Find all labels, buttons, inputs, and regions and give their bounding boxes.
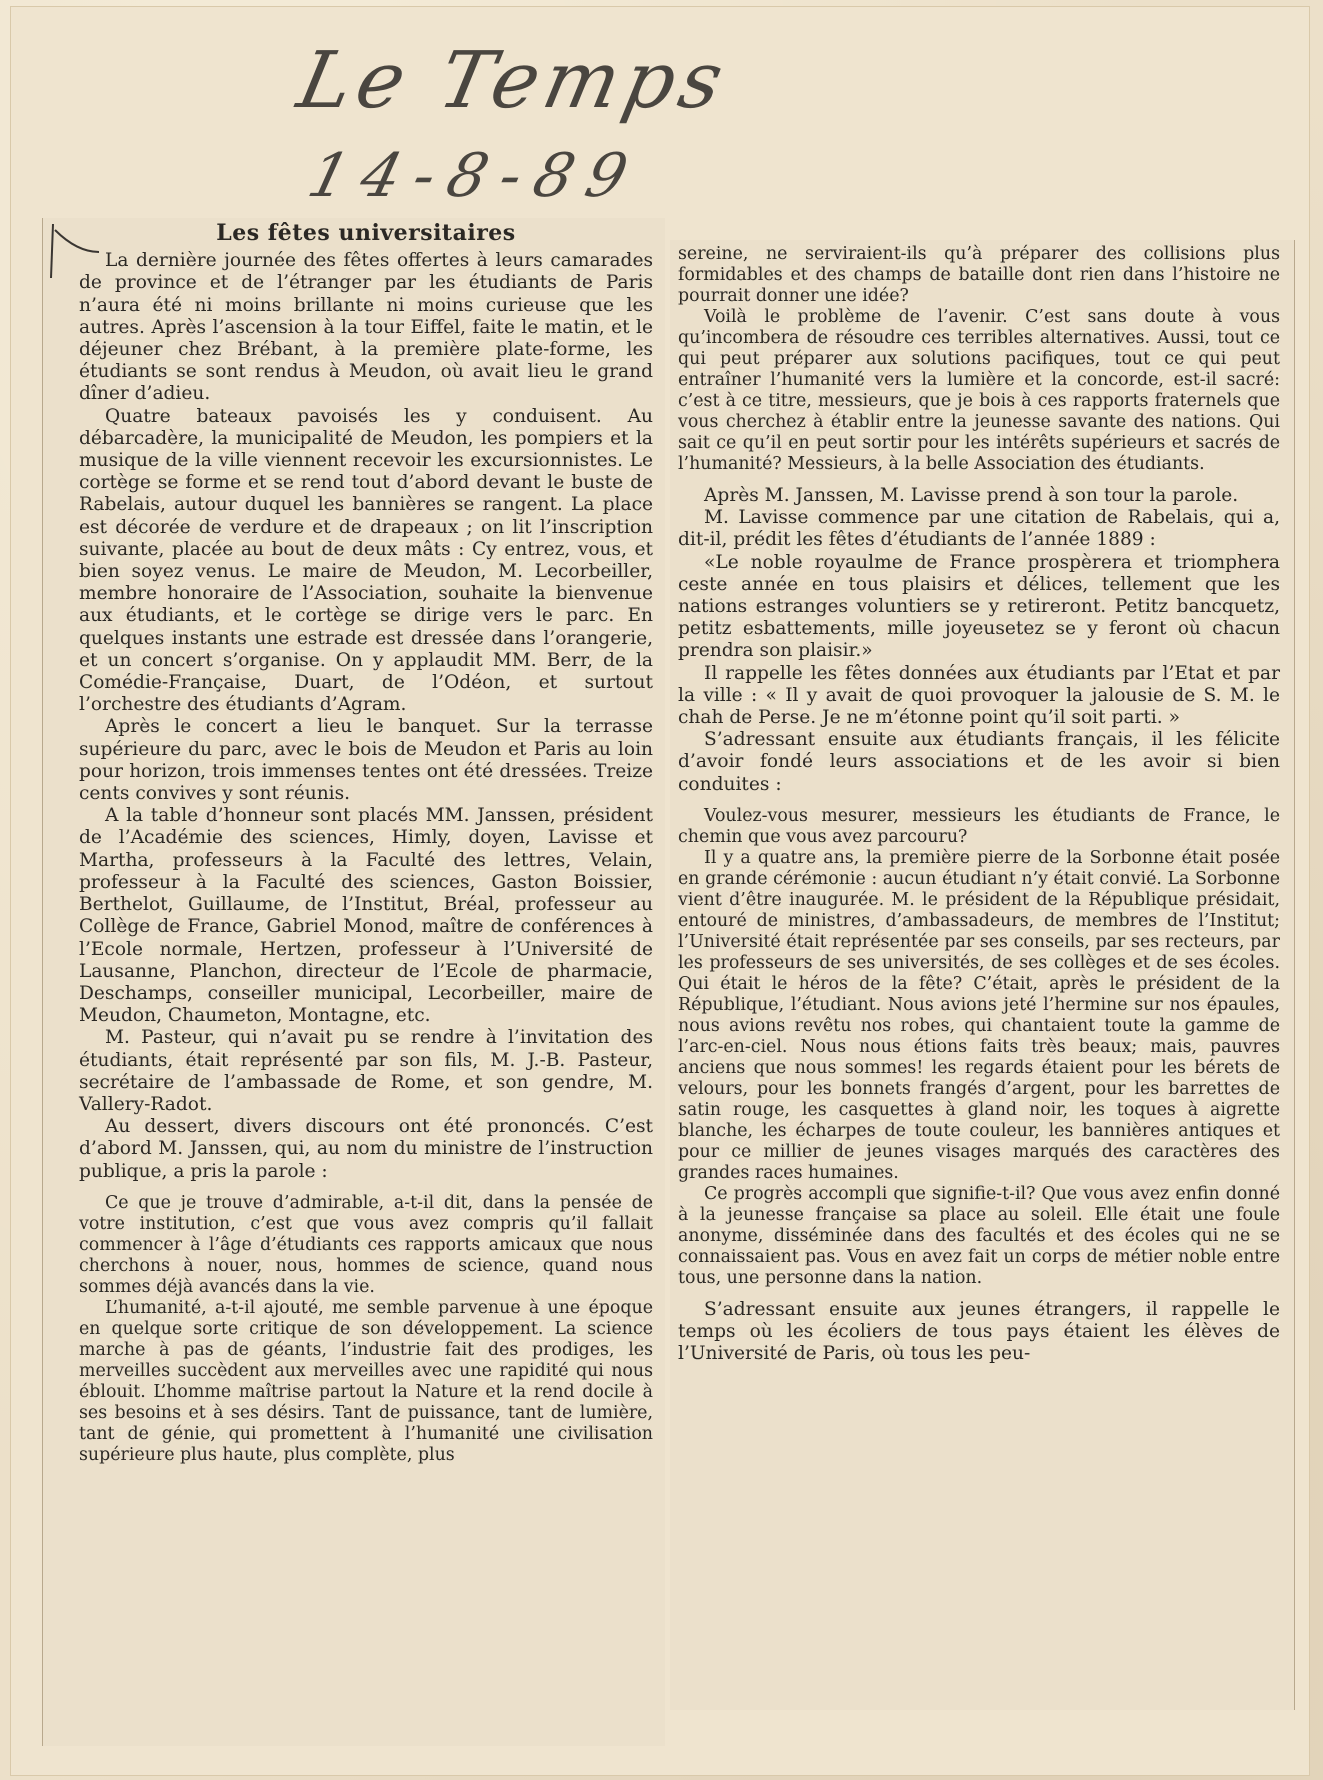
- speech-quote: Voilà le problème de l’avenir. C’est sans doute à vous qu’incombera de résoudre ces terribles alternatives. Aussi, tout ce qui peut préparer aux solutions pacifiques, tout ce qui peut entraîner l’humanité vers la lumière et la concorde, est-il sacré: c’est à ce titre, messieurs, que je bois à ces rapports fraternels que vous cherchez à établir entre la jeunesse savante des nations. Qui sait ce qu’il en peut sortir pour les intérêts supérieurs et sacrés de l’humanité? Messieurs, à la belle Association des étudiants.: [678, 307, 1280, 474]
- clipping-right-column: [670, 240, 1295, 1710]
- speech-quote: Il y a quatre ans, la première pierre de la Sorbonne était posée en grande cérémonie : aucun étudiant n’y était convié. La Sorbonne vient d’être inaugurée. M. le président de la République présidait, entouré de ministres, d’ambassadeurs, de membres de l’Institut; l’Université était représentée par ses conseils, par ses recteurs, par les professeurs de ses universités, de ses collèges et de ses écoles. Qui était le héros de la fête? C’était, après le président de la République, l’étudiant. Nous avions jeté l’hermine sur nos épaules, nous avions revêtu nos robes, qui chantaient toute la gamme de l’arc-en-ciel. Nous nous étions faits très beaux; mais, pauvres anciens que nous sommes! les regards étaient pour les bérets de velours, pour les bonnets frangés d’argent, pour les barrettes de satin rouge, les casquettes à gland noir, les toques à aigrette blanche, les écharpes de toute couleur, les bannières antiques et pour ce millier de jeunes visages marqués des caractères des grandes races humaines.: [678, 847, 1280, 1183]
- article-paragraph: Après M. Janssen, M. Lavisse prend à son tour la parole.: [704, 485, 1239, 506]
- article-paragraph: Après le concert a lieu le banquet. Sur la terrasse supérieure du parc, avec le bois de Meudon et Paris au loin pour horizon, trois immenses tentes ont été dressées. Treize cents convives y sont réunis.: [79, 716, 653, 805]
- handwritten-date: 14-8-89: [301, 141, 649, 211]
- speech-quote: Ce progrès accompli que signifie-t-il? Que vous avez enfin donné à la jeunesse française sa place au soleil. Elle était une foule anonyme, disséminée dans des facultés et des écoles qui ne se connaissaient pas. Vous en avez fait un corps de métier noble entre tous, une personne dans la nation.: [678, 1183, 1280, 1288]
- article-paragraph: S’adressant ensuite aux étudiants français, il les félicite d’avoir fondé leurs associations et de les avoir si bien conduites :: [678, 729, 1280, 795]
- speech-quote: L’humanité, a-t-il ajouté, me semble parvenue à une époque en quelque sorte critique de son développement. La science marche à pas de géants, l’industrie fait des prodiges, les merveilles succèdent aux merveilles avec une rapidité qui nous éblouit. L’homme maîtrise partout la Nature et la rend docile à ses besoins et à ses désirs. Tant de puissance, tant de lumière, tant de génie, qui promettent à l’humanité une civilisation supérieure plus haute, plus complète, plus: [79, 1297, 653, 1465]
- speech-quote: Ce que je trouve d’admirable, a-t-il dit, dans la pensée de votre institution, c’est que vous avez compris qu’il fallait commencer à l’âge d’étudiants ces rapports amicaux que nous cherchons à nouer, nous, hommes de science, quand nous sommes déjà avancés dans la vie.: [79, 1192, 653, 1297]
- pencil-cross-mark: [47, 222, 107, 282]
- article-paragraph: Quatre bateaux pavoisés les y conduisent. Au débarcadère, la municipalité de Meudon, les pompiers et la musique de la ville viennent recevoir les excursionnistes. Le cortège se forme et se rend tout d’abord devant le buste de Rabelais, autour duquel les bannières se rangent. La place est décorée de verdure et de drapeaux ; on lit l’inscription suivante, placée au bout de deux mâts : Cy entrez, vous, et bien soyez venus. Le maire de Meudon, M. Lecorbeiller, membre honoraire de l’Association, souhaite la bienvenue aux étudiants, et le cortège se dirige vers le parc. En quelques instants une estrade est dressée dans l’orangerie, et un concert s’organise. On y applaudit MM. Berr, de la Comédie-Française, Duart, de l’Odéon, et surtout l’orchestre des étudiants d’Agram.: [79, 405, 653, 716]
- rabelais-citation: «Le noble royaulme de France prospèrera et triomphera ceste année en tous plaisirs et délices, tellement que les nations estranges voluntiers se y retireront. Petitz bancquetz, petitz esbattements, mille joyeusetez se y feront où chacun prendra son plaisir.»: [678, 551, 1280, 662]
- article-paragraph: Il rappelle les fêtes données aux étudiants par l’Etat et par la ville : « Il y avait de quoi provoquer la jalousie de S. M. le chah de Perse. Je ne m’étonne point qu’il soit parti. »: [678, 662, 1280, 729]
- article-paragraph: Au dessert, divers discours ont été prononcés. C’est d’abord M. Janssen, qui, au nom du ministre de l’instruction publique, a pris la parole :: [79, 1116, 653, 1182]
- clipping-left-column: [42, 218, 665, 1746]
- article-heading: Les fêtes universitaires: [216, 220, 516, 246]
- speech-quote: Voulez-vous mesurer, messieurs les étudiants de France, le chemin que vous avez parcouru?: [678, 805, 1280, 847]
- article-paragraph: La dernière journée des fêtes offertes à leurs camarades de province et de l’étranger par les étudiants de Paris n’aura été ni moins brillante ni moins curieuse que les autres. Après l’ascension à la tour Eiffel, faite le matin, et le déjeuner chez Brébant, à la première plate-forme, les étudiants se sont rendus à Meudon, où avait lieu le grand dîner d’adieu.: [79, 250, 653, 405]
- article-paragraph: M. Lavisse commence par une citation de Rabelais, qui a, dit-il, prédit les fêtes d’étudiants de l’année 1889 :: [678, 507, 1280, 551]
- handwritten-newspaper-title: Le Temps: [290, 36, 737, 126]
- speech-quote: sereine, ne serviraient-ils qu’à préparer des collisions plus formidables et des champs de bataille dont rien dans l’histoire ne pourrait donner une idée?: [678, 244, 1280, 306]
- article-paragraph: M. Pasteur, qui n’avait pu se rendre à l’invitation des étudiants, était représenté par son fils, M. J.-B. Pasteur, secrétaire de l’ambassade de Rome, et son gendre, M. Vallery-Radot.: [79, 1027, 653, 1115]
- article-paragraph: S’adressant ensuite aux jeunes étrangers, il rappelle le temps où les écoliers de tous pays étaient les élèves de l’Université de Paris, où tous les peu-: [678, 1298, 1280, 1365]
- article-paragraph: A la table d’honneur sont placés MM. Janssen, président de l’Académie des sciences, Himly, doyen, Lavisse et Martha, professeurs à la Faculté des lettres, Velain, professeur à la Faculté des sciences, Gaston Boissier, Berthelot, Guillaume, de l’Institut, Bréal, professeur au Collège de France, Gabriel Monod, maître de conférences à l’Ecole normale, Hertzen, professeur à l’Université de Lausanne, Planchon, directeur de l’Ecole de pharmacie, Deschamps, conseiller municipal, Lecorbeiller, maire de Meudon, Chaumeton, Montagne, etc.: [79, 805, 653, 1027]
